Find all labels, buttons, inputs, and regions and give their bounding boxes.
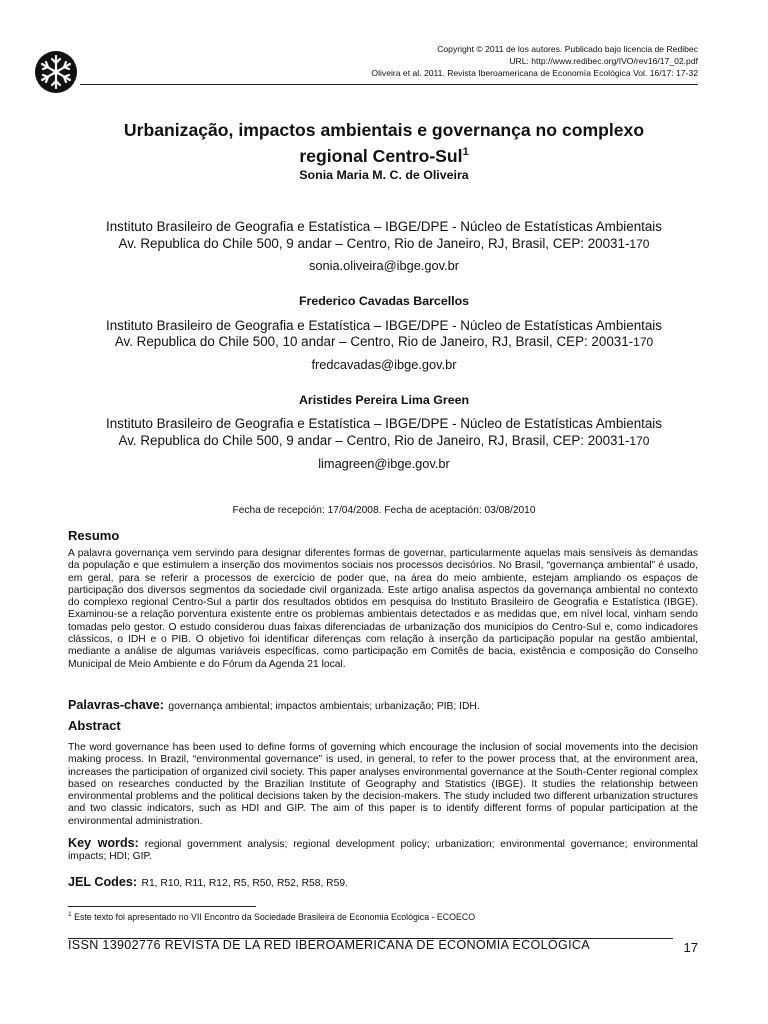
author-institution: Instituto Brasileiro de Geografia e Estatística – IBGE/DPE - Núcleo de Estatísticas Ambientais: [106, 219, 662, 234]
title-footnote-mark[interactable]: 1: [462, 146, 469, 158]
footnote: [68, 911, 475, 922]
jel-codes-label: JEL Codes:: [68, 875, 138, 889]
author-name: Frederico Cavadas Barcellos: [298, 294, 470, 308]
palavras-chave-text: governança ambiental; impactos ambientais; urbanização; PIB; IDH.: [168, 701, 480, 712]
footnote-mark: 1: [68, 911, 72, 918]
abstract-text: The word governance has been used to define forms of governing which encourage the inclusion of social movements into the decision making process. In Brazil, “environmental governance” is used, in general, to refer to the power process that, at the environment area, increases the participation of organized civil society. This paper analyses environmental governance at the South-Center regional complex based on researches conducted by the Brazilian Institute of Geography and Statistics (IBGE). It studies the relationship between environmental problems and the political decisions taken by the decision-makers. The study included two different urbanization structures and two classic indicators, such as HDI and GIP. The aim of this paper is to identify different forms of popular participation at the environmental administration.: [68, 742, 698, 827]
citation-line: Oliveira et al. 2011. Revista Iberoamericana de Economía Ecológica Vol. 16/17: 17-32: [371, 68, 698, 78]
author-address: Av. Republica do Chile 500, 10 andar – Centro, Rio de Janeiro, RJ, Brasil, CEP: 20031-170: [114, 334, 654, 349]
author-name: Aristides Pereira Lima Green: [298, 393, 470, 407]
key-words: [68, 837, 698, 864]
jel-codes-text: R1, R10, R11, R12, R5, R50, R52, R58, R59.: [141, 878, 348, 889]
footnote-text: Este texto foi apresentado no VII Encontro da Sociedade Brasileira de Economia Ecológica - ECOECO: [74, 911, 476, 922]
author-email[interactable]: sonia.oliveira@ibge.gov.br: [308, 258, 460, 273]
author-institution: Instituto Brasileiro de Geografia e Estatística – IBGE/DPE - Núcleo de Estatísticas Ambientais: [106, 318, 662, 333]
author-email[interactable]: fredcavadas@ibge.gov.br: [311, 357, 457, 372]
title-line-2: regional Centro-Sul$^1$: [299, 145, 469, 166]
author-address: Av. Republica do Chile 500, 9 andar – Centro, Rio de Janeiro, RJ, Brasil, CEP: 20031-170: [118, 433, 650, 448]
footnote-rule: [68, 906, 256, 907]
resumo-heading: Resumo: [68, 528, 120, 543]
abstract-heading: Abstract: [68, 718, 121, 733]
author-email[interactable]: limagreen@ibge.gov.br: [318, 456, 450, 471]
author-institution: Instituto Brasileiro de Geografia e Estatística – IBGE/DPE - Núcleo de Estatísticas Ambientais: [106, 416, 662, 431]
journal-footer: ISSN 13902776 REVISTA DE LA RED IBEROAMERICANA DE ECONOMÍA ECOLÓGICA: [68, 938, 590, 952]
author-name: Sonia Maria M. C. de Oliveira: [299, 168, 469, 182]
snowflake-logo-icon: [34, 50, 78, 94]
header-rule: [80, 84, 698, 85]
key-words-label: Key words:: [68, 836, 139, 850]
submission-dates: Fecha de recepción: 17/04/2008. Fecha de aceptación: 03/08/2010: [232, 505, 536, 516]
palavras-chave: [68, 696, 698, 714]
title-line-1: Urbanização, impactos ambientais e governança no complexo: [123, 120, 645, 140]
key-words-text: regional government analysis; regional development policy; urbanization; environmental governance; environmental impacts; HDI; GIP.: [68, 839, 698, 863]
palavras-chave-label: Palavras-chave:: [68, 698, 164, 712]
author-address: Av. Republica do Chile 500, 9 andar – Centro, Rio de Janeiro, RJ, Brasil, CEP: 20031-170: [118, 236, 650, 251]
article-title: [60, 119, 708, 167]
resumo-text: A palavra governança vem servindo para designar diferentes formas de governar, particularmente aquelas mais sensíveis às demandas da população e que estimulem a inserção dos movimentos sociais nos processos decisórios. No Brasil, “governança ambiental” é usado, em geral, para se referir a processos de exercício de poder que, na área do meio ambiente, estejam ampliando os espaços de participação dos diversos segmentos da sociedade civil organizada. Este artigo analisa aspectos da governança ambiental no contexto do complexo regional Centro-Sul a partir dos resultados obtidos em pesquisa do Instituto Brasileiro de Geografia e Estatística (IBGE). Examinou-se a relação porventura existente entre os problemas ambientais detectados e as medidas que, em nível local, vinham sendo tomadas pelo gestor. O estudo considerou duas faixas diferenciadas de urbanização dos municípios do Centro-Sul e, como indicadores clássicos, o IDH e o PIB. O objetivo foi identificar diferenças com relação à inserção da participação popular na gestão ambiental, mediante a análise de algumas variáveis específicas, como participação em Comitês de bacia, existência e composição do Conselho Municipal de Meio Ambiente e do Fórum da Agenda 21 local.: [68, 548, 698, 670]
article-url[interactable]: URL: http://www.redibec.org/IVO/rev16/17_02.pdf: [509, 56, 698, 66]
page-number: 17: [683, 940, 698, 955]
jel-codes: [68, 873, 348, 891]
copyright-line: Copyright © 2011 de los autores. Publicado bajo licencia de Redibec: [437, 44, 698, 54]
